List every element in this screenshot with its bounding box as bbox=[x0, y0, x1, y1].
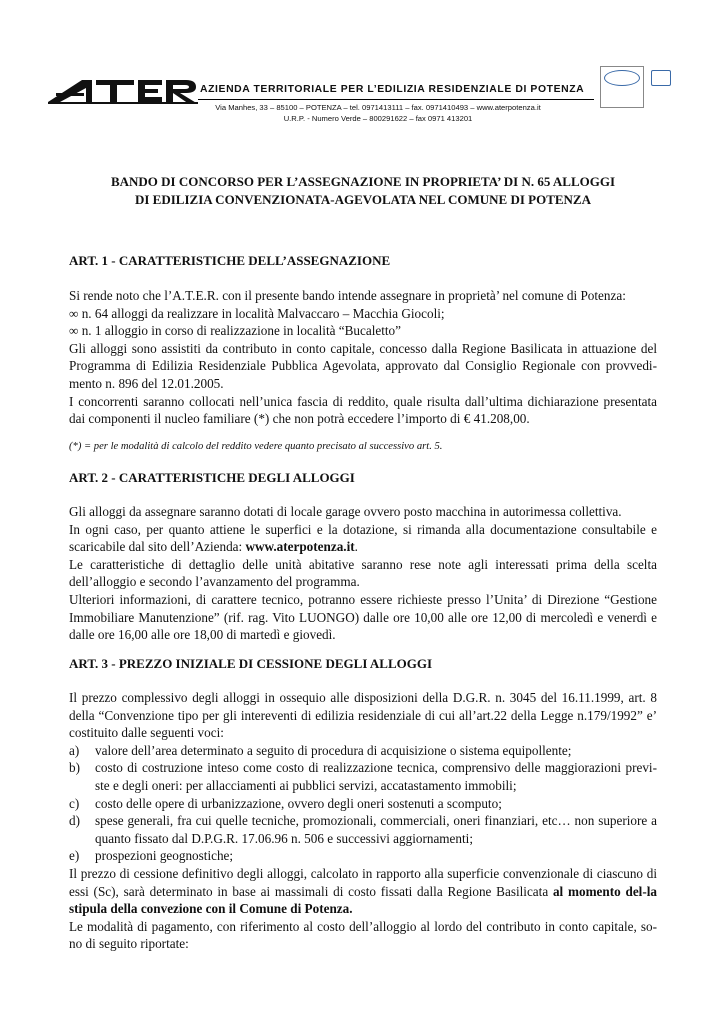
art2-para-1-text: In ogni caso, per quanto attiene le superfici e la dotazione, si rimanda alla documentazione consultabile e scaricabile dal sito dell’Azienda: bbox=[69, 521, 657, 555]
letterhead bbox=[48, 64, 674, 124]
item-text: prospezioni geognostiche; bbox=[95, 848, 234, 864]
art1-item-1: ∞ n. 64 alloggi da realizzare in località Malvaccaro – Macchia Giocoli; bbox=[69, 305, 445, 321]
item-text: valore dell’area determinato a seguito di procedura di acquisizione o sistema equipollente; bbox=[95, 742, 572, 758]
item-text: spese generali, fra cui quelle tecniche, promozionali, commerciali, oneri finanziari, etc… non superiore a quanto fissato dal D.P.G.R. 17.06.96 n. 506 e successivi aggiornamenti; bbox=[95, 813, 657, 846]
art3-para-1-bold: al momento del-la stipula della convezione con il Comune di Potenza. bbox=[69, 883, 657, 917]
art2-para-1 bbox=[69, 521, 657, 556]
art3-para-2: Le modalità di pagamento, con riferimento al costo dell’alloggio al lordo del contributo in conto capitale, so-no di seguito riportate: bbox=[69, 918, 657, 952]
art1-heading: ART. 1 - CARATTERISTICHE DELL’ASSEGNAZIONE bbox=[69, 253, 391, 268]
art1-intro: Si rende noto che l’A.T.E.R. con il presente bando intende assegnare in proprietà’ nel comune di Potenza: bbox=[69, 288, 626, 303]
item-label: c) bbox=[69, 795, 80, 811]
art2-para-1-end: . bbox=[354, 539, 358, 555]
organization-name: AZIENDA TERRITORIALE PER L’EDILIZIA RESIDENZIALE DI POTENZA bbox=[200, 84, 585, 95]
quality-logo bbox=[644, 66, 678, 106]
contact-address-line: Via Manhes, 33 – 85100 – POTENZA – tel. 0971413111 – fax. 0971410493 – www.aterpotenza.it bbox=[215, 103, 541, 112]
art3-heading: ART. 3 - PREZZO INIZIALE DI CESSIONE DEGLI ALLOGGI bbox=[69, 656, 433, 671]
certification-badge bbox=[600, 66, 644, 108]
art3-item-d bbox=[69, 812, 657, 847]
item-text: costo delle opere di urbanizzazione, ovvero degli oneri sostenuti a scomputo; bbox=[95, 795, 502, 811]
art3-item-c bbox=[69, 795, 657, 813]
item-label: a) bbox=[69, 742, 80, 758]
contact-urp-line: U.R.P. - Numero Verde – 800291622 – fax 0971 413201 bbox=[283, 114, 473, 123]
item-label: d) bbox=[69, 813, 80, 829]
art2-para-2: Le caratteristiche di dettaglio delle unità abitative saranno rese note agli interessati prima della scelta dell’alloggio e secondo l’avanzamento del programma. bbox=[69, 556, 657, 590]
art3-item-a bbox=[69, 742, 657, 760]
item-label: b) bbox=[69, 760, 80, 776]
art3-item-e bbox=[69, 847, 657, 865]
art3-item-b bbox=[69, 759, 657, 794]
art1-footnote: (*) = per le modalità di calcolo del reddito vedere quanto precisato al successivo art. 5. bbox=[69, 441, 443, 452]
item-label: e) bbox=[69, 848, 80, 864]
art2-para-3: Ulteriori informazioni, di carattere tecnico, potranno essere richieste presso l’Unita’ di Direzione “Gestione Immobiliare Manutenzione” (rif. rag. Vito LUONGO) dalle ore 10,00 alle ore 12,00 di mercoledì e venerdì e dalle ore 16,00 alle ore 18,00 di martedì e giovedì. bbox=[69, 591, 657, 643]
item-text: costo di costruzione inteso come costo di realizzazione tecnica, comprensivo delle maggiorazioni previ-ste e degli oneri: per allacciamenti ai pubblici servizi, accatastamento immobili; bbox=[95, 760, 657, 793]
art3-para-1 bbox=[69, 865, 657, 918]
art1-item-2: ∞ n. 1 alloggio in corso di realizzazione in località “Bucaletto” bbox=[69, 323, 402, 339]
document-title bbox=[69, 173, 657, 208]
title-line-1: BANDO DI CONCORSO PER L’ASSEGNAZIONE IN PROPRIETA’ DI N. 65 ALLOGGI bbox=[110, 174, 616, 189]
art3-intro: Il prezzo complessivo degli alloggi in ossequio alle disposizioni della D.G.R. n. 3045 del 16.11.1999, art. 8 della “Convenzione tipo per gli intereventi di edilizia residenziale di cui all’art.22 della Legge n.179/1992” e’ costituito dalle seguenti voci: bbox=[69, 690, 657, 741]
aterpotenza-website-link[interactable]: www.aterpotenza.it bbox=[245, 539, 355, 555]
certification-seal-icon bbox=[604, 70, 640, 86]
art2-heading: ART. 2 - CARATTERISTICHE DEGLI ALLOGGI bbox=[69, 470, 355, 485]
quality-mark-icon bbox=[651, 70, 671, 86]
header-rule bbox=[198, 99, 594, 100]
art1-para-2: I concorrenti saranno collocati nell’unica fascia di reddito, quale risulta dall’ultima dichiarazione presentata dai componenti il nucleo familiare (*) che non potrà eccedere l’importo di € 41.208,00. bbox=[69, 393, 657, 427]
art1-para-1: Gli alloggi sono assistiti da contributo in conto capitale, concesso dalla Regione Basilicata in attuazione del Programma di Edilizia Residenziale Pubblica Agevolata, approvato dal Consiglio Regionale con provvedi-mento n. 896 del 12.01.2005. bbox=[69, 340, 657, 391]
title-line-2: DI EDILIZIA CONVENZIONATA-AGEVOLATA NEL COMUNE DI POTENZA bbox=[134, 191, 591, 207]
art2-line-1: Gli alloggi da assegnare saranno dotati di locale garage ovvero posto macchina in autorimessa collettiva. bbox=[69, 504, 622, 519]
ater-logo bbox=[48, 76, 198, 106]
art3-body bbox=[69, 689, 657, 953]
art3-para-1-text: Il prezzo di cessione definitivo degli alloggi, calcolato in rapporto alla superficie convenzionale di ciascuno di essi (Sc), sarà determinato in base ai massimali di costo fissati dalla Regione Basilicata bbox=[69, 865, 657, 899]
art2-body bbox=[69, 503, 657, 644]
art1-body bbox=[69, 287, 657, 428]
